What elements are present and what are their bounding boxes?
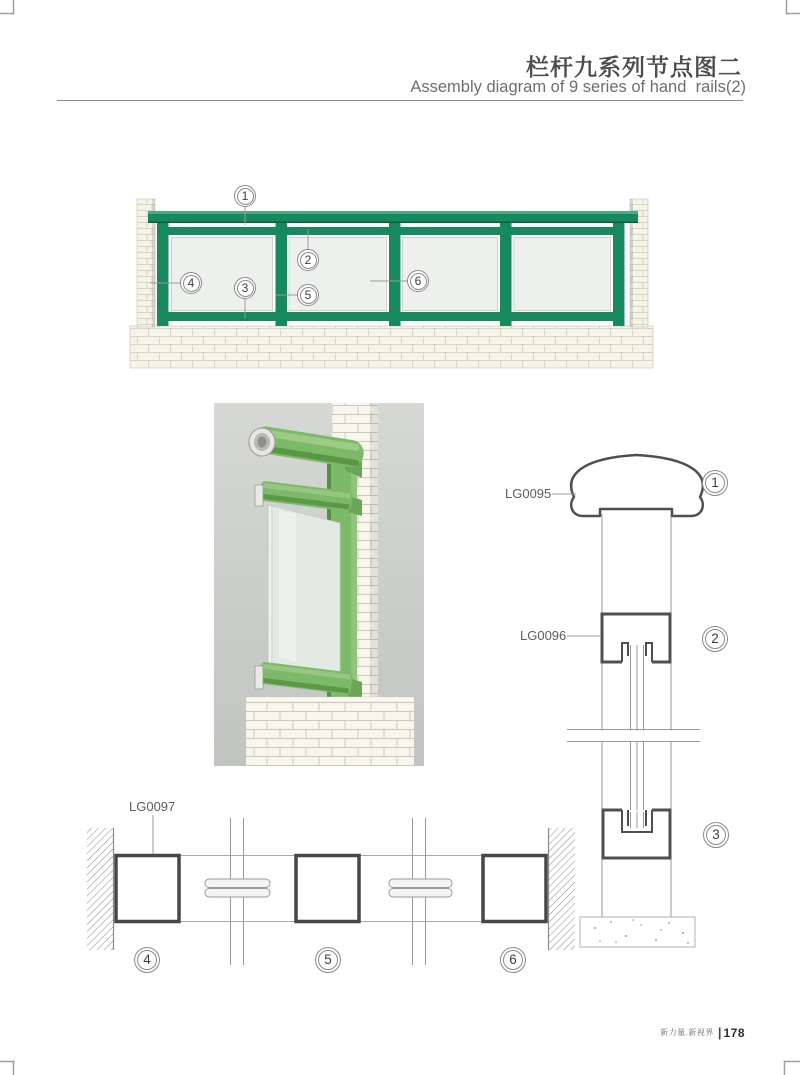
top-handrail-shadow (148, 222, 638, 224)
clamp-bar (389, 889, 452, 898)
trim-mark-bottom-right (784, 1061, 800, 1075)
clamp-bar (389, 879, 452, 888)
clamp-bar (205, 889, 270, 898)
plan-post-squares (116, 856, 546, 922)
callout-number: 1 (237, 188, 254, 205)
plan-callout-5 (315, 947, 341, 973)
plan-view (87, 815, 575, 965)
handrail-profile-lg0095 (571, 455, 703, 516)
lg0096-fill (602, 614, 670, 662)
label-lg0097: LG0097 (129, 799, 176, 814)
post (276, 223, 288, 326)
post (500, 223, 512, 326)
plan-left-wall-hatch (87, 828, 113, 950)
post (389, 223, 401, 326)
render-glass-sheen (279, 510, 296, 662)
callout-number: 5 (318, 950, 338, 970)
label-lg0095: LG0095 (505, 486, 552, 501)
elevation-callout-4 (180, 272, 202, 294)
page-title-english: Assembly diagram of 9 series of hand rails(2) (410, 78, 746, 96)
callout-number: 2 (705, 629, 725, 649)
elevation-callout-5 (297, 284, 319, 306)
label-lg0096: LG0096 (520, 628, 567, 643)
section-callout-3 (703, 822, 729, 848)
bottom-rail-profile (603, 810, 670, 858)
elevation-callout-6 (407, 270, 429, 292)
page-title-chinese: 栏杆九系列节点图二 (526, 54, 742, 80)
break-mask (567, 731, 700, 742)
footer-brand: 新力量.新视界 (660, 1028, 714, 1037)
render-image (214, 403, 424, 766)
plan-post-6 (483, 856, 546, 922)
callout-number: 4 (183, 275, 200, 292)
plan-right-wall-hatch (549, 828, 575, 950)
concrete-base (580, 917, 695, 947)
render-upper-rail-cut-face (255, 485, 263, 506)
callout-number: 6 (410, 273, 427, 290)
post (157, 223, 169, 326)
callout-number: 5 (300, 287, 317, 304)
plan-post-4 (116, 856, 179, 922)
elevation-brick-wall (130, 326, 653, 368)
post (613, 223, 625, 326)
callout-number: 3 (237, 280, 254, 297)
elevation-callout-2 (297, 249, 319, 271)
section-callout-1 (702, 470, 728, 496)
plan-callout-4 (134, 947, 160, 973)
plan-callout-6 (500, 947, 526, 973)
concrete-base-outline (580, 917, 695, 947)
elevation-callout-1 (234, 185, 256, 207)
footer-divider: | (717, 1025, 722, 1040)
callout-number: 6 (503, 950, 523, 970)
plan-post-5 (296, 856, 359, 922)
trim-mark-top-right (786, 0, 800, 15)
callout-number: 1 (705, 473, 725, 493)
crossbar-profile-lg0096 (602, 614, 670, 662)
clamp-bar (205, 879, 270, 888)
trim-mark-bottom-left (0, 1061, 15, 1075)
elevation-callout-3 (234, 277, 256, 299)
page-footer (660, 1025, 745, 1040)
glass-panel (514, 238, 611, 311)
trim-mark-top-left (0, 0, 15, 15)
render-column-shade (370, 403, 378, 705)
render-brick-wall (246, 700, 414, 766)
elevation-drawing (130, 199, 653, 368)
callout-number: 2 (300, 252, 317, 269)
render-brick-wall-top (246, 697, 414, 702)
page-number: 178 (723, 1025, 745, 1040)
header-rule (57, 100, 743, 101)
top-handrail-highlight (148, 211, 638, 214)
render-bottom-rail-cut-face (255, 666, 263, 689)
callout-number: 3 (706, 825, 726, 845)
callout-number: 4 (137, 950, 157, 970)
section-callout-2 (702, 626, 728, 652)
render-handrail-cut-hollow (258, 437, 267, 448)
